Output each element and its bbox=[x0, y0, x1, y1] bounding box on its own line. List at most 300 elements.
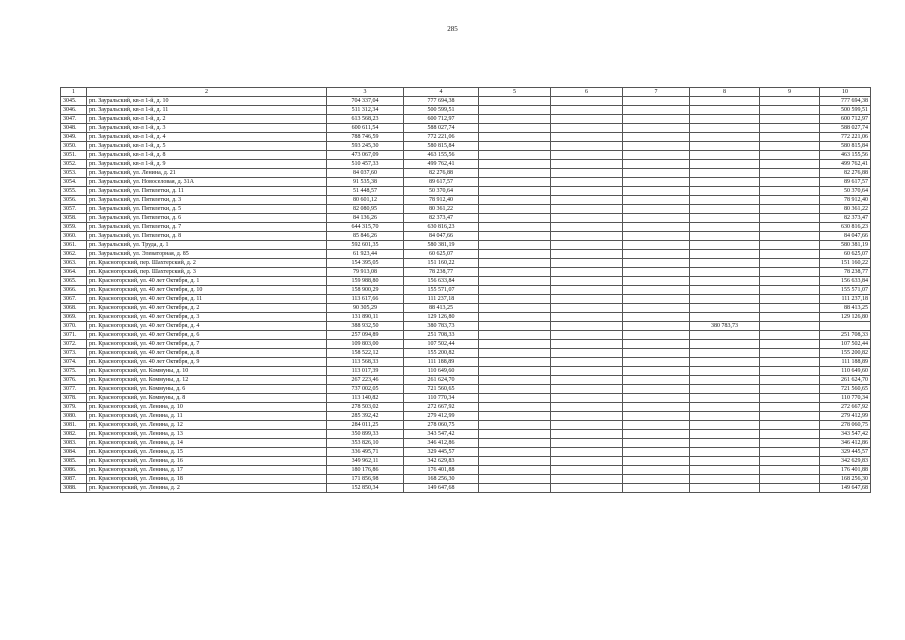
empty-col-6 bbox=[551, 322, 623, 331]
row-number: 3071. bbox=[61, 331, 87, 340]
row-number: 3067. bbox=[61, 295, 87, 304]
address-cell: рп. Красногорский, ул. 40 лет Октября, д. 6 bbox=[87, 331, 327, 340]
empty-col-9 bbox=[760, 142, 820, 151]
row-number: 3056. bbox=[61, 196, 87, 205]
empty-col-5 bbox=[479, 331, 551, 340]
value-col-3: 85 846,26 bbox=[327, 232, 404, 241]
table-row bbox=[61, 376, 871, 385]
address-cell: рп. Красногорский, пер. Шахтерский, д. 3 bbox=[87, 268, 327, 277]
value-col-4: 278 060,75 bbox=[404, 421, 479, 430]
value-col-10 bbox=[820, 322, 871, 331]
value-col-8 bbox=[690, 394, 760, 403]
row-number: 3052. bbox=[61, 160, 87, 169]
empty-col-6 bbox=[551, 151, 623, 160]
row-number: 3077. bbox=[61, 385, 87, 394]
value-col-10: 588 027,74 bbox=[820, 124, 871, 133]
row-number: 3055. bbox=[61, 187, 87, 196]
value-col-4: 380 783,73 bbox=[404, 322, 479, 331]
value-col-8 bbox=[690, 151, 760, 160]
empty-col-9 bbox=[760, 106, 820, 115]
value-col-4: 168 256,30 bbox=[404, 475, 479, 484]
empty-col-9 bbox=[760, 367, 820, 376]
address-cell: рп. Зауральский, кв-л 1-й, д. 11 bbox=[87, 106, 327, 115]
value-col-10: 78 238,77 bbox=[820, 268, 871, 277]
empty-col-5 bbox=[479, 187, 551, 196]
value-col-10: 343 547,42 bbox=[820, 430, 871, 439]
value-col-3: 267 223,46 bbox=[327, 376, 404, 385]
address-cell: рп. Красногорский, ул. 40 лет Октября, д. 4 bbox=[87, 322, 327, 331]
row-number: 3072. bbox=[61, 340, 87, 349]
value-col-3: 336 495,71 bbox=[327, 448, 404, 457]
table-row bbox=[61, 466, 871, 475]
value-col-10: 176 401,88 bbox=[820, 466, 871, 475]
value-col-8 bbox=[690, 286, 760, 295]
empty-col-6 bbox=[551, 340, 623, 349]
value-col-10: 50 370,64 bbox=[820, 187, 871, 196]
table-row bbox=[61, 430, 871, 439]
empty-col-9 bbox=[760, 151, 820, 160]
address-cell: рп. Зауральский, кв-л 1-й, д. 3 bbox=[87, 124, 327, 133]
table-row bbox=[61, 439, 871, 448]
empty-col-5 bbox=[479, 151, 551, 160]
value-col-4: 342 629,83 bbox=[404, 457, 479, 466]
table-row bbox=[61, 169, 871, 178]
row-number: 3074. bbox=[61, 358, 87, 367]
row-number: 3084. bbox=[61, 448, 87, 457]
address-cell: рп. Зауральский, кв-л 1-й, д. 5 bbox=[87, 142, 327, 151]
value-col-8 bbox=[690, 412, 760, 421]
value-col-4: 272 667,92 bbox=[404, 403, 479, 412]
empty-col-9 bbox=[760, 313, 820, 322]
value-col-4: 155 571,07 bbox=[404, 286, 479, 295]
value-col-3: 113 140,82 bbox=[327, 394, 404, 403]
empty-col-6 bbox=[551, 403, 623, 412]
empty-col-5 bbox=[479, 250, 551, 259]
empty-col-6 bbox=[551, 430, 623, 439]
table-row bbox=[61, 160, 871, 169]
empty-col-6 bbox=[551, 160, 623, 169]
value-col-10: 111 188,89 bbox=[820, 358, 871, 367]
address-cell: рп. Красногорский, ул. Ленина, д. 13 bbox=[87, 430, 327, 439]
empty-col-5 bbox=[479, 142, 551, 151]
value-col-4: 343 547,42 bbox=[404, 430, 479, 439]
empty-col-6 bbox=[551, 304, 623, 313]
empty-col-6 bbox=[551, 385, 623, 394]
empty-col-5 bbox=[479, 133, 551, 142]
value-col-10: 82 373,47 bbox=[820, 214, 871, 223]
empty-col-5 bbox=[479, 169, 551, 178]
empty-col-7 bbox=[623, 295, 690, 304]
empty-col-6 bbox=[551, 133, 623, 142]
empty-col-5 bbox=[479, 340, 551, 349]
value-col-4: 499 762,41 bbox=[404, 160, 479, 169]
value-col-10: 78 912,40 bbox=[820, 196, 871, 205]
empty-col-9 bbox=[760, 196, 820, 205]
row-number: 3083. bbox=[61, 439, 87, 448]
table-row bbox=[61, 304, 871, 313]
empty-col-6 bbox=[551, 241, 623, 250]
empty-col-9 bbox=[760, 349, 820, 358]
value-col-10: 261 624,70 bbox=[820, 376, 871, 385]
value-col-3: 704 337,04 bbox=[327, 97, 404, 106]
empty-col-5 bbox=[479, 241, 551, 250]
empty-col-5 bbox=[479, 403, 551, 412]
empty-col-6 bbox=[551, 277, 623, 286]
value-col-10: 630 816,23 bbox=[820, 223, 871, 232]
value-col-4: 80 361,22 bbox=[404, 205, 479, 214]
address-cell: рп. Красногорский, ул. Ленина, д. 14 bbox=[87, 439, 327, 448]
empty-col-7 bbox=[623, 205, 690, 214]
value-col-3: 510 457,33 bbox=[327, 160, 404, 169]
empty-col-7 bbox=[623, 349, 690, 358]
value-col-3: 388 932,50 bbox=[327, 322, 404, 331]
value-col-8 bbox=[690, 358, 760, 367]
empty-col-6 bbox=[551, 394, 623, 403]
value-col-4: 60 625,07 bbox=[404, 250, 479, 259]
empty-col-9 bbox=[760, 358, 820, 367]
value-col-8 bbox=[690, 133, 760, 142]
value-col-3: 131 890,11 bbox=[327, 313, 404, 322]
empty-col-7 bbox=[623, 304, 690, 313]
table-row bbox=[61, 97, 871, 106]
empty-col-6 bbox=[551, 358, 623, 367]
address-cell: рп. Зауральский, ул. Пятилетки, д. 7 bbox=[87, 223, 327, 232]
value-col-8 bbox=[690, 331, 760, 340]
table-row bbox=[61, 259, 871, 268]
value-col-3: 79 913,08 bbox=[327, 268, 404, 277]
table-row bbox=[61, 214, 871, 223]
value-col-10: 82 276,88 bbox=[820, 169, 871, 178]
value-col-10: 251 708,33 bbox=[820, 331, 871, 340]
empty-col-9 bbox=[760, 214, 820, 223]
row-number: 3047. bbox=[61, 115, 87, 124]
row-number: 3046. bbox=[61, 106, 87, 115]
table-row bbox=[61, 268, 871, 277]
value-col-3: 80 601,12 bbox=[327, 196, 404, 205]
value-col-3: 180 176,86 bbox=[327, 466, 404, 475]
address-cell: рп. Зауральский, ул. Пятилетки, д. 8 bbox=[87, 232, 327, 241]
value-col-10: 107 502,44 bbox=[820, 340, 871, 349]
value-col-3: 91 535,38 bbox=[327, 178, 404, 187]
empty-col-6 bbox=[551, 142, 623, 151]
value-col-3: 473 067,09 bbox=[327, 151, 404, 160]
address-cell: рп. Красногорский, ул. Ленина, д. 15 bbox=[87, 448, 327, 457]
empty-col-5 bbox=[479, 259, 551, 268]
value-col-8 bbox=[690, 250, 760, 259]
address-cell: рп. Зауральский, ул. Пятилетки, д. 5 bbox=[87, 205, 327, 214]
empty-col-6 bbox=[551, 376, 623, 385]
table-row bbox=[61, 421, 871, 430]
row-number: 3079. bbox=[61, 403, 87, 412]
empty-col-9 bbox=[760, 475, 820, 484]
address-cell: рп. Зауральский, кв-л 1-й, д. 10 bbox=[87, 97, 327, 106]
value-col-4: 84 047,66 bbox=[404, 232, 479, 241]
value-col-10: 110 770,34 bbox=[820, 394, 871, 403]
value-col-3: 84 136,26 bbox=[327, 214, 404, 223]
value-col-10: 346 412,86 bbox=[820, 439, 871, 448]
value-col-4: 110 770,34 bbox=[404, 394, 479, 403]
empty-col-9 bbox=[760, 169, 820, 178]
value-col-8 bbox=[690, 169, 760, 178]
register-table bbox=[60, 87, 871, 493]
empty-col-9 bbox=[760, 331, 820, 340]
empty-col-6 bbox=[551, 214, 623, 223]
value-col-10: 110 649,60 bbox=[820, 367, 871, 376]
address-cell: рп. Зауральский, ул. Труда, д. 1 bbox=[87, 241, 327, 250]
value-col-4: 500 599,51 bbox=[404, 106, 479, 115]
empty-col-9 bbox=[760, 115, 820, 124]
value-col-4: 329 445,57 bbox=[404, 448, 479, 457]
value-col-3: 278 503,02 bbox=[327, 403, 404, 412]
value-col-10: 580 815,84 bbox=[820, 142, 871, 151]
value-col-8 bbox=[690, 205, 760, 214]
empty-col-5 bbox=[479, 376, 551, 385]
value-col-3: 90 305,29 bbox=[327, 304, 404, 313]
empty-col-7 bbox=[623, 97, 690, 106]
empty-col-7 bbox=[623, 196, 690, 205]
value-col-4: 82 276,88 bbox=[404, 169, 479, 178]
empty-col-9 bbox=[760, 250, 820, 259]
value-col-8 bbox=[690, 376, 760, 385]
table-row bbox=[61, 340, 871, 349]
value-col-3: 600 611,54 bbox=[327, 124, 404, 133]
table-row bbox=[61, 205, 871, 214]
value-col-4: 89 617,57 bbox=[404, 178, 479, 187]
value-col-3: 152 850,34 bbox=[327, 484, 404, 493]
value-col-3: 284 011,25 bbox=[327, 421, 404, 430]
empty-col-9 bbox=[760, 448, 820, 457]
value-col-10: 129 126,80 bbox=[820, 313, 871, 322]
empty-col-9 bbox=[760, 160, 820, 169]
empty-col-9 bbox=[760, 385, 820, 394]
row-number: 3087. bbox=[61, 475, 87, 484]
row-number: 3065. bbox=[61, 277, 87, 286]
value-col-4: 772 221,06 bbox=[404, 133, 479, 142]
value-col-10: 463 155,56 bbox=[820, 151, 871, 160]
empty-col-9 bbox=[760, 259, 820, 268]
empty-col-7 bbox=[623, 223, 690, 232]
empty-col-5 bbox=[479, 475, 551, 484]
empty-col-5 bbox=[479, 349, 551, 358]
empty-col-6 bbox=[551, 349, 623, 358]
value-col-3: 285 392,42 bbox=[327, 412, 404, 421]
empty-col-7 bbox=[623, 430, 690, 439]
value-col-3: 159 988,80 bbox=[327, 277, 404, 286]
value-col-4: 777 694,38 bbox=[404, 97, 479, 106]
empty-col-9 bbox=[760, 187, 820, 196]
empty-col-7 bbox=[623, 178, 690, 187]
empty-col-7 bbox=[623, 259, 690, 268]
header-row bbox=[61, 88, 871, 97]
empty-col-7 bbox=[623, 151, 690, 160]
value-col-8 bbox=[690, 403, 760, 412]
column-header: 10 bbox=[820, 88, 871, 97]
empty-col-9 bbox=[760, 457, 820, 466]
empty-col-5 bbox=[479, 313, 551, 322]
empty-col-9 bbox=[760, 430, 820, 439]
empty-col-5 bbox=[479, 412, 551, 421]
column-header: 9 bbox=[760, 88, 820, 97]
table-row bbox=[61, 349, 871, 358]
empty-col-7 bbox=[623, 322, 690, 331]
value-col-8 bbox=[690, 349, 760, 358]
empty-col-9 bbox=[760, 241, 820, 250]
value-col-3: 788 746,59 bbox=[327, 133, 404, 142]
value-col-10: 111 237,18 bbox=[820, 295, 871, 304]
value-col-8 bbox=[690, 295, 760, 304]
row-number: 3053. bbox=[61, 169, 87, 178]
row-number: 3066. bbox=[61, 286, 87, 295]
row-number: 3068. bbox=[61, 304, 87, 313]
column-header: 5 bbox=[479, 88, 551, 97]
value-col-3: 737 002,05 bbox=[327, 385, 404, 394]
empty-col-5 bbox=[479, 205, 551, 214]
address-cell: рп. Красногорский, ул. 40 лет Октября, д. 8 bbox=[87, 349, 327, 358]
value-col-8 bbox=[690, 187, 760, 196]
value-col-3: 511 312,34 bbox=[327, 106, 404, 115]
value-col-4: 111 188,89 bbox=[404, 358, 479, 367]
empty-col-5 bbox=[479, 277, 551, 286]
empty-col-7 bbox=[623, 286, 690, 295]
empty-col-6 bbox=[551, 457, 623, 466]
empty-col-7 bbox=[623, 106, 690, 115]
empty-col-7 bbox=[623, 124, 690, 133]
value-col-10: 149 647,68 bbox=[820, 484, 871, 493]
value-col-10: 60 625,07 bbox=[820, 250, 871, 259]
empty-col-7 bbox=[623, 466, 690, 475]
value-col-10: 89 617,57 bbox=[820, 178, 871, 187]
value-col-10: 84 047,66 bbox=[820, 232, 871, 241]
value-col-3: 113 017,39 bbox=[327, 367, 404, 376]
value-col-3: 257 094,89 bbox=[327, 331, 404, 340]
table-row bbox=[61, 277, 871, 286]
empty-col-5 bbox=[479, 448, 551, 457]
address-cell: рп. Зауральский, кв-л 1-й, д. 4 bbox=[87, 133, 327, 142]
empty-col-7 bbox=[623, 133, 690, 142]
empty-col-7 bbox=[623, 115, 690, 124]
empty-col-5 bbox=[479, 268, 551, 277]
column-header: 2 bbox=[87, 88, 327, 97]
value-col-10: 156 633,84 bbox=[820, 277, 871, 286]
empty-col-9 bbox=[760, 223, 820, 232]
table-row bbox=[61, 358, 871, 367]
table-row bbox=[61, 322, 871, 331]
address-cell: рп. Зауральский, ул. Пятилетки, д. 6 bbox=[87, 214, 327, 223]
table-row bbox=[61, 367, 871, 376]
empty-col-7 bbox=[623, 142, 690, 151]
empty-col-7 bbox=[623, 340, 690, 349]
empty-col-5 bbox=[479, 430, 551, 439]
value-col-4: 261 624,70 bbox=[404, 376, 479, 385]
value-col-3: 171 856,98 bbox=[327, 475, 404, 484]
value-col-3: 51 448,57 bbox=[327, 187, 404, 196]
empty-col-5 bbox=[479, 421, 551, 430]
empty-col-9 bbox=[760, 376, 820, 385]
empty-col-6 bbox=[551, 484, 623, 493]
empty-col-9 bbox=[760, 340, 820, 349]
table-row bbox=[61, 133, 871, 142]
empty-col-7 bbox=[623, 358, 690, 367]
row-number: 3058. bbox=[61, 214, 87, 223]
address-cell: рп. Красногорский, ул. Коммуны, д. 10 bbox=[87, 367, 327, 376]
address-cell: рп. Красногорский, ул. Ленина, д. 2 bbox=[87, 484, 327, 493]
row-number: 3057. bbox=[61, 205, 87, 214]
value-col-3: 113 617,66 bbox=[327, 295, 404, 304]
empty-col-7 bbox=[623, 394, 690, 403]
value-col-3: 158 900,29 bbox=[327, 286, 404, 295]
address-cell: рп. Красногорский, ул. 40 лет Октября, д. 9 bbox=[87, 358, 327, 367]
row-number: 3086. bbox=[61, 466, 87, 475]
table-row bbox=[61, 223, 871, 232]
value-col-4: 176 401,88 bbox=[404, 466, 479, 475]
empty-col-7 bbox=[623, 331, 690, 340]
value-col-10: 777 694,38 bbox=[820, 97, 871, 106]
value-col-8 bbox=[690, 178, 760, 187]
value-col-10: 155 571,07 bbox=[820, 286, 871, 295]
empty-col-5 bbox=[479, 385, 551, 394]
row-number: 3054. bbox=[61, 178, 87, 187]
empty-col-5 bbox=[479, 457, 551, 466]
empty-col-9 bbox=[760, 178, 820, 187]
empty-col-7 bbox=[623, 277, 690, 286]
row-number: 3081. bbox=[61, 421, 87, 430]
column-header: 8 bbox=[690, 88, 760, 97]
value-col-8 bbox=[690, 304, 760, 313]
empty-col-9 bbox=[760, 295, 820, 304]
empty-col-6 bbox=[551, 259, 623, 268]
empty-col-9 bbox=[760, 421, 820, 430]
address-cell: рп. Красногорский, ул. 40 лет Октября, д. 2 bbox=[87, 304, 327, 313]
address-cell: рп. Красногорский, ул. 40 лет Октября, д. 11 bbox=[87, 295, 327, 304]
empty-col-6 bbox=[551, 187, 623, 196]
empty-col-9 bbox=[760, 439, 820, 448]
empty-col-9 bbox=[760, 232, 820, 241]
value-col-8 bbox=[690, 277, 760, 286]
row-number: 3062. bbox=[61, 250, 87, 259]
value-col-8 bbox=[690, 142, 760, 151]
table-row bbox=[61, 286, 871, 295]
empty-col-6 bbox=[551, 466, 623, 475]
empty-col-9 bbox=[760, 322, 820, 331]
value-col-10: 499 762,41 bbox=[820, 160, 871, 169]
value-col-10: 278 060,75 bbox=[820, 421, 871, 430]
empty-col-7 bbox=[623, 457, 690, 466]
table-row bbox=[61, 331, 871, 340]
value-col-3: 353 826,10 bbox=[327, 439, 404, 448]
table-row bbox=[61, 142, 871, 151]
value-col-8 bbox=[690, 97, 760, 106]
value-col-3: 109 803,00 bbox=[327, 340, 404, 349]
empty-col-6 bbox=[551, 475, 623, 484]
empty-col-6 bbox=[551, 250, 623, 259]
empty-col-5 bbox=[479, 115, 551, 124]
row-number: 3063. bbox=[61, 259, 87, 268]
empty-col-5 bbox=[479, 367, 551, 376]
empty-col-5 bbox=[479, 106, 551, 115]
row-number: 3085. bbox=[61, 457, 87, 466]
row-number: 3070. bbox=[61, 322, 87, 331]
value-col-4: 580 815,84 bbox=[404, 142, 479, 151]
empty-col-7 bbox=[623, 385, 690, 394]
address-cell: рп. Зауральский, ул. Элеваторная, д. 85 bbox=[87, 250, 327, 259]
row-number: 3048. bbox=[61, 124, 87, 133]
empty-col-6 bbox=[551, 268, 623, 277]
empty-col-5 bbox=[479, 223, 551, 232]
column-header: 7 bbox=[623, 88, 690, 97]
empty-col-5 bbox=[479, 160, 551, 169]
empty-col-5 bbox=[479, 196, 551, 205]
empty-col-9 bbox=[760, 124, 820, 133]
